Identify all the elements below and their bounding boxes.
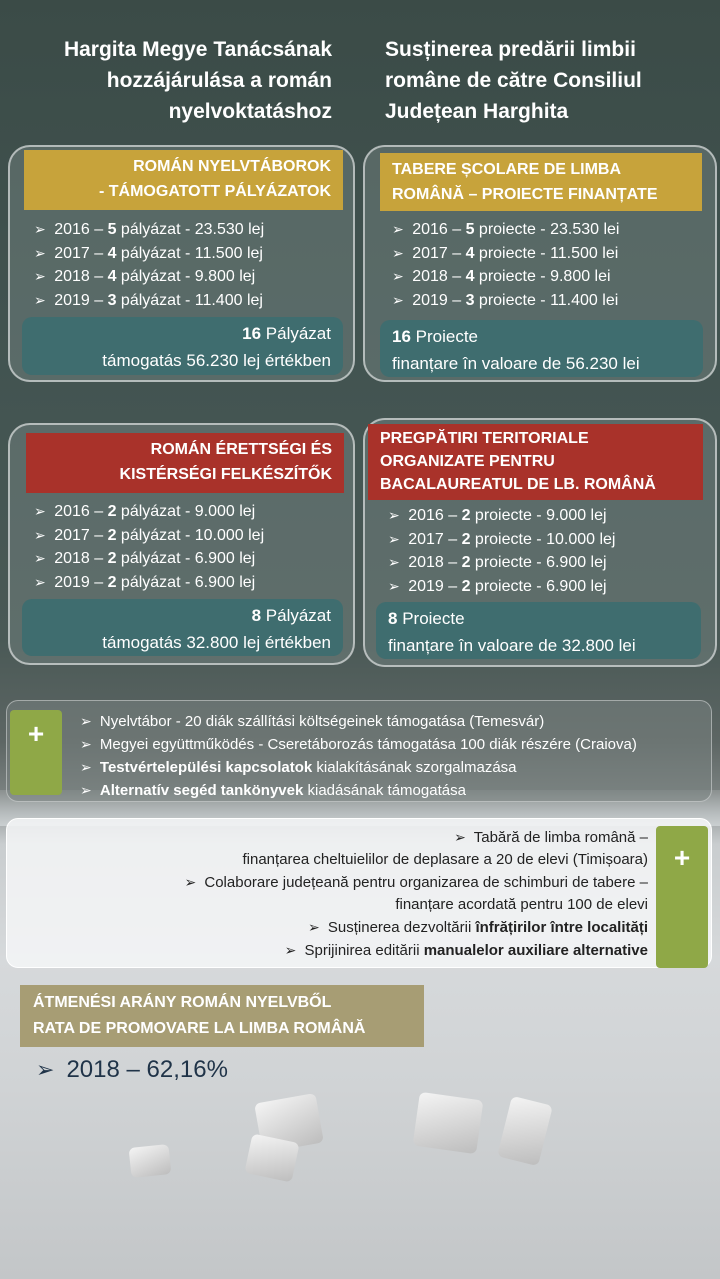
list-item: ➢ 2017 – 4 pályázat - 11.500 lej: [34, 244, 263, 262]
banner-camps-hu: [24, 150, 343, 210]
total-camps-ro: 16 Proiecte finanțare în valoare de 56.230 lei: [380, 320, 703, 377]
list-item: ➢ Tabără de limba română –: [454, 829, 648, 846]
arrow-icon: ➢: [388, 554, 400, 570]
banner-line: ORGANIZATE PENTRU: [380, 453, 555, 470]
list-camps-ro: [392, 218, 619, 312]
list-item: ➢ Nyelvtábor - 20 diák szállítási költségeinek támogatása (Temesvár): [80, 713, 545, 730]
list-item: ➢ Susținerea dezvoltării înfrățirilor între localități: [307, 919, 648, 936]
list-item: ➢ 2016 – 2 proiecte - 9.000 lej: [388, 507, 607, 524]
banner-line: KISTÉRSÉGI FELKÉSZÍTŐK: [119, 466, 332, 483]
total-exams-hu: 8 Pályázat támogatás 32.800 lej értékben: [22, 599, 343, 656]
list-exams-ro: [388, 504, 615, 598]
list-item: ➢ 2018 – 4 pályázat - 9.800 lej: [34, 268, 256, 285]
chalk-piece: [129, 1144, 172, 1178]
banner-camps-ro: [380, 153, 702, 211]
list-exams-hu: [34, 500, 264, 594]
total-camps-hu: 16 Pályázat támogatás 56.230 lej értékben: [22, 317, 343, 375]
list-item: ➢ 2016 – 2 pályázat - 9.000 lej: [34, 503, 256, 520]
arrow-icon: ➢: [392, 244, 404, 261]
total-exams-ro: 8 Proiecte finanțare în valoare de 32.800 lei: [376, 602, 701, 659]
arrow-icon: ➢: [80, 759, 92, 775]
arrow-icon: ➢: [80, 736, 92, 752]
rate-banner: [20, 985, 424, 1047]
list-item: ➢ Alternatív segéd tankönyvek kiadásának támogatása: [80, 782, 466, 799]
arrow-icon: ➢: [34, 526, 46, 543]
arrow-icon: ➢: [388, 577, 400, 594]
list-item: ➢ 2019 – 2 pályázat - 6.900 lej: [34, 573, 256, 591]
chalk-piece: [413, 1092, 484, 1154]
arrow-icon: ➢: [284, 942, 297, 958]
list-item: ➢ Megyei együttműködés - Cseretáborozás támogatása 100 diák részére (Craiova): [80, 736, 637, 753]
arrow-icon: ➢: [388, 530, 400, 547]
arrow-icon: ➢: [184, 874, 197, 890]
title-romanian: Susținerea predării limbii române de către Consiliul Județean Harghita: [385, 38, 642, 123]
arrow-icon: ➢: [34, 221, 46, 237]
arrow-icon: ➢: [392, 221, 404, 237]
list-item: ➢ 2017 – 2 pályázat - 10.000 lej: [34, 526, 265, 544]
banner-line: PREGPĂTIRI TERITORIALE: [380, 430, 589, 447]
arrow-icon: ➢: [307, 919, 320, 935]
banner-exams-hu: [26, 433, 344, 493]
arrow-icon: ➢: [34, 268, 46, 284]
banner-line: ROMÁN NYELVTÁBOROK: [133, 158, 331, 175]
arrow-icon: ➢: [454, 829, 466, 845]
list-item-continuation: finanțarea cheltuielilor de deplasare a 20 de elevi (Timișoara): [242, 851, 648, 868]
arrow-icon: ➢: [34, 503, 46, 519]
list-extras-hu: [80, 710, 637, 802]
arrow-icon: ➢: [392, 268, 404, 284]
arrow-icon: ➢: [36, 1057, 55, 1082]
arrow-icon: ➢: [34, 573, 46, 590]
list-item: ➢ 2017 – 4 proiecte - 11.500 lei: [392, 244, 619, 262]
arrow-icon: ➢: [388, 507, 400, 523]
list-camps-hu: [34, 218, 264, 312]
list-item: ➢ 2017 – 2 proiecte - 10.000 lej: [388, 530, 616, 548]
list-item: ➢ 2019 – 3 proiecte - 11.400 lei: [392, 291, 619, 309]
list-item: ➢ 2018 – 2 proiecte - 6.900 lej: [388, 554, 607, 571]
list-item: ➢ 2019 – 2 proiecte - 6.900 lej: [388, 577, 607, 595]
plus-icon: +: [10, 710, 62, 795]
banner-line: ROMÁN ÉRETTSÉGI ÉS: [150, 441, 332, 458]
list-item: ➢ 2018 – 4 proiecte - 9.800 lei: [392, 268, 611, 285]
list-item: ➢ Testvértelepülési kapcsolatok kialakításának szorgalmazása: [80, 759, 517, 776]
banner-exams-ro: [368, 424, 703, 500]
list-item: ➢ 2016 – 5 pályázat - 23.530 lej: [34, 221, 265, 238]
list-extras-ro: [184, 826, 648, 962]
rate-label-hu: ÁTMENÉSI ARÁNY ROMÁN NYELVBŐL: [33, 994, 332, 1011]
list-item: ➢ Colaborare județeană pentru organizarea de schimburi de tabere –: [184, 874, 648, 891]
arrow-icon: ➢: [34, 244, 46, 261]
arrow-icon: ➢: [34, 550, 46, 566]
list-item: ➢ 2016 – 5 proiecte - 23.530 lei: [392, 221, 620, 238]
arrow-icon: ➢: [80, 782, 92, 798]
arrow-icon: ➢: [34, 291, 46, 308]
list-item: ➢ Sprijinirea editării manualelor auxiliare alternative: [284, 942, 648, 959]
list-item-continuation: finanțare acordată pentru 100 de elevi: [395, 896, 648, 913]
banner-line: ROMÂNĂ – PROIECTE FINANȚATE: [392, 186, 658, 203]
title-hungarian: Hargita Megye Tanácsának hozzájárulása a román nyelvoktatáshoz: [63, 38, 332, 123]
banner-line: BACALAUREATUL DE LB. ROMÂNĂ: [380, 476, 656, 493]
rate-value: ➢ 2018 – 62,16%: [36, 1056, 228, 1083]
plus-icon: +: [656, 826, 708, 968]
list-item: ➢ 2018 – 2 pályázat - 6.900 lej: [34, 550, 256, 567]
arrow-icon: ➢: [80, 713, 92, 729]
rate-label-ro: RATA DE PROMOVARE LA LIMBA ROMÂNĂ: [33, 1020, 366, 1037]
banner-line: TABERE ȘCOLARE DE LIMBA: [392, 161, 622, 178]
arrow-icon: ➢: [392, 291, 404, 308]
list-item: ➢ 2019 – 3 pályázat - 11.400 lej: [34, 291, 263, 309]
banner-line: - TÁMOGATOTT PÁLYÁZATOK: [99, 183, 331, 200]
